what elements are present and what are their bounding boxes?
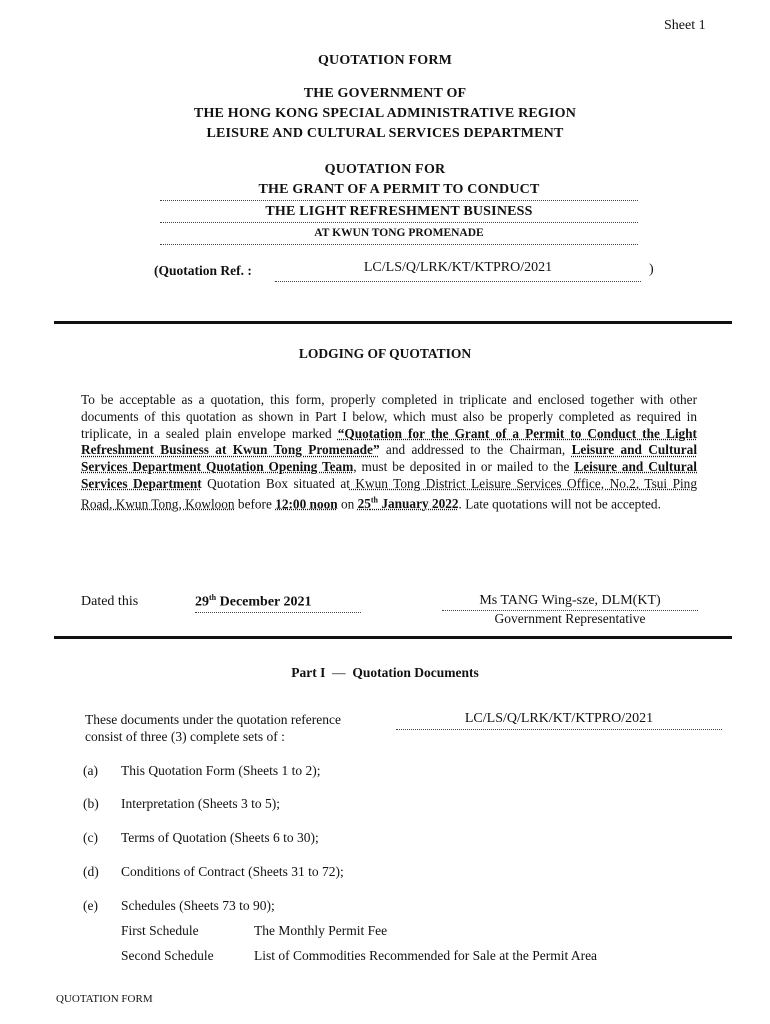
deadline-time: 12:00 noon [275, 496, 338, 512]
dated-day-suffix: th [209, 593, 217, 602]
deadline-date [358, 496, 459, 511]
dated-label: Dated this [81, 594, 139, 609]
page-footer: QUOTATION FORM [56, 993, 153, 1005]
schedule-2-desc: List of Commodities Recommended for Sale at the Permit Area [254, 948, 598, 963]
schedule-2-name: Second Schedule [121, 948, 214, 963]
list-item-e-text: Schedules (Sheets 73 to 90); [121, 898, 275, 913]
section-rule-bottom [54, 636, 732, 639]
subject-line-3: AT KWUN TONG PROMENADE [314, 227, 484, 239]
quotation-box-location: Kwun Tong District Leisure Services Office, No.2, Tsui Ping Road, Kwun Tong, Kowloon [81, 475, 697, 512]
schedule-1-name: First Schedule [121, 923, 199, 938]
schedule-1-desc: The Monthly Permit Fee [254, 923, 388, 938]
list-item-d-text: Conditions of Contract (Sheets 31 to 72); [121, 864, 344, 879]
list-item-c-text: Terms of Quotation (Sheets 6 to 30); [121, 830, 319, 845]
section-rule-top [54, 321, 732, 324]
lodging-paragraph [81, 392, 697, 513]
quotation-ref-close: ) [649, 262, 654, 277]
signer-name: Ms TANG Wing-sze, DLM(KT) [442, 593, 698, 611]
quotation-for: QUOTATION FOR [324, 162, 446, 177]
gov-line-1: THE GOVERNMENT OF [303, 86, 467, 101]
dated-value [195, 593, 361, 613]
list-item-c-label: (c) [83, 830, 98, 845]
list-item-b-label: (b) [83, 796, 99, 811]
deadline-month-year: January 2022 [378, 496, 459, 512]
dated-day: 29 [195, 594, 209, 610]
subject-line-1-text: THE GRANT OF A PERMIT TO CONDUCT [258, 182, 540, 197]
quotation-ref-field [275, 260, 641, 282]
part-1-ref-value: LC/LS/Q/LRK/KT/KTPRO/2021 [396, 711, 722, 730]
envelope-marking: “Quotation for the Grant of a Permit to Conduct the Light Refreshment Business at Kwun Tong Promenade” [81, 425, 697, 458]
lodging-text-7: . Late quotations will not be accepted. [458, 496, 661, 512]
deadline-day-suffix: th [370, 495, 379, 505]
gov-line-3: LEISURE AND CULTURAL SERVICES DEPARTMENT [206, 126, 564, 141]
list-item-b-text: Interpretation (Sheets 3 to 5); [121, 796, 280, 811]
subject-line-2: THE LIGHT REFRESHMENT BUSINESS [265, 204, 533, 219]
opening-team: Leisure and Cultural Services Department Quotation Opening Team [81, 442, 698, 475]
lodging-heading: LODGING OF QUOTATION [298, 346, 472, 361]
lodging-text-6: on [337, 496, 358, 512]
part-1-intro-line-2: consist of three (3) complete sets of : [85, 729, 285, 744]
part-1-title: Quotation Documents [352, 665, 479, 680]
part-1-intro-line-1: These documents under the quotation reference [85, 712, 342, 727]
form-title: QUOTATION FORM [317, 53, 453, 68]
part-1-number: Part I [291, 665, 326, 680]
part-1-dash: — [332, 665, 346, 680]
signer-role: Government Representative [494, 611, 646, 626]
gov-line-2: THE HONG KONG SPECIAL ADMINISTRATIVE REGION [193, 106, 577, 121]
list-item-d-label: (d) [83, 864, 99, 879]
sheet-number: Sheet 1 [664, 18, 706, 33]
list-item-e-label: (e) [83, 898, 98, 913]
lodging-text-5: before [234, 496, 276, 512]
subject-line-1 [160, 182, 638, 200]
list-item-a-text: This Quotation Form (Sheets 1 to 2); [121, 763, 321, 778]
lodging-text-3: , must be deposited in or mailed to the [353, 459, 575, 475]
list-item-a-label: (a) [83, 763, 98, 778]
lodging-text-2: and addressed to the Chairman, [379, 442, 572, 458]
deadline-day: 25 [357, 496, 371, 512]
lodging-text-1: To be acceptable as a quotation, this form, properly completed in triplicate and enclosed together with other documents of this quotation as shown in Part I below, which must also be properly completed as required in triplicate, in a sealed plain envelope marked [81, 392, 697, 441]
quotation-ref-label: (Quotation Ref. : [154, 263, 252, 278]
department-name: Leisure and Cultural Services Department [81, 459, 697, 491]
part-1-heading [0, 665, 770, 681]
subject-divider-3 [160, 243, 638, 245]
subject-divider-2 [160, 221, 638, 223]
quotation-ref-value: LC/LS/Q/LRK/KT/KTPRO/2021 [363, 260, 553, 275]
subject-divider-1 [160, 199, 638, 201]
lodging-text-4: Quotation Box situated at [201, 475, 350, 491]
dated-month-year: December 2021 [216, 594, 312, 610]
